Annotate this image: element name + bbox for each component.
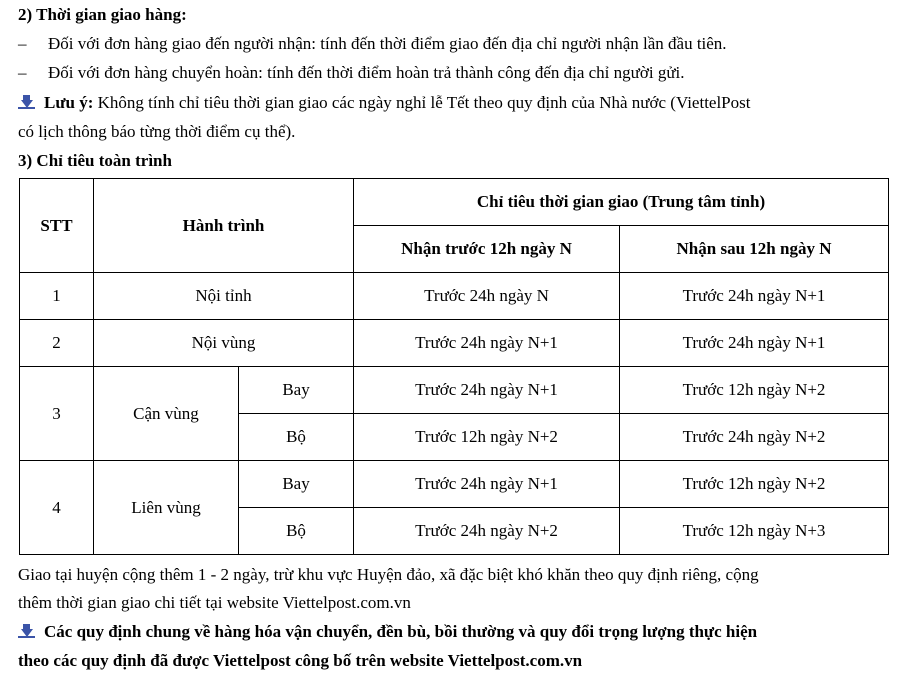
dash-bullet: – [18,63,27,82]
table-header-row [20,179,889,226]
general-rules-text-continued: theo các quy định đã được Viettelpost công bố trên website Viettelpost.com.vn [18,651,583,670]
general-rules-text: Các quy định chung về hàng hóa vận chuyển, đền bù, bồi thường và quy đổi trọng lượng thực hiện [44,622,758,641]
cell-before: Trước 24h ngày N+2 [354,508,620,555]
cell-after: Trước 24h ngày N+1 [620,273,889,320]
dash-bullet: – [18,34,27,53]
cell-mode: Bộ [239,414,354,461]
header-group: Chỉ tiêu thời gian giao (Trung tâm tỉnh) [354,179,889,226]
list-item [18,62,685,84]
cell-before: Trước 12h ngày N+2 [354,414,620,461]
arrow-bullet-icon [18,623,36,639]
cell-route: Nội vùng [94,320,354,367]
list-item [18,33,727,55]
cell-before: Trước 24h ngày N [354,273,620,320]
cell-mode: Bay [239,367,354,414]
general-rules-paragraph [18,621,757,643]
header-before-noon: Nhận trước 12h ngày N [354,226,620,273]
cell-route: Liên vùng [94,461,239,555]
note-text-continued: có lịch thông báo từng thời điểm cụ thể). [18,122,296,141]
cell-mode: Bay [239,461,354,508]
table-row [20,320,889,367]
cell-route: Cận vùng [94,367,239,461]
section-2-heading: 2) Thời gian giao hàng: [18,5,187,24]
header-route: Hành trình [94,179,354,273]
cell-after: Trước 12h ngày N+2 [620,461,889,508]
table-row [20,461,889,508]
note-paragraph [18,92,750,114]
cell-after: Trước 12h ngày N+3 [620,508,889,555]
header-stt: STT [20,179,94,273]
note-label: Lưu ý: [44,93,94,112]
cell-after: Trước 12h ngày N+2 [620,367,889,414]
footer-text: thêm thời gian giao chi tiết tại website Viettelpost.com.vn [18,593,411,612]
cell-stt: 3 [20,367,94,461]
cell-mode: Bộ [239,508,354,555]
cell-stt: 4 [20,461,94,555]
arrow-bullet-icon [18,94,36,110]
cell-stt: 1 [20,273,94,320]
note-text: Không tính chỉ tiêu thời gian giao các ngày nghỉ lễ Tết theo quy định của Nhà nước (ViettelPost [93,93,751,112]
header-after-noon: Nhận sau 12h ngày N [620,226,889,273]
cell-route: Nội tỉnh [94,273,354,320]
table-row [20,367,889,414]
section-3-heading: 3) Chỉ tiêu toàn trình [18,151,172,170]
cell-after: Trước 24h ngày N+2 [620,414,889,461]
list-item-text: Đối với đơn hàng chuyển hoàn: tính đến thời điểm hoàn trả thành công đến địa chỉ người gửi. [48,63,685,82]
footer-text: Giao tại huyện cộng thêm 1 - 2 ngày, trừ khu vực Huyện đảo, xã đặc biệt khó khăn theo quy định riêng, cộng [18,565,759,584]
delivery-time-table [19,178,889,555]
table-row [20,273,889,320]
list-item-text: Đối với đơn hàng giao đến người nhận: tính đến thời điểm giao đến địa chỉ người nhận lần đầu tiên. [48,34,727,53]
cell-before: Trước 24h ngày N+1 [354,320,620,367]
cell-before: Trước 24h ngày N+1 [354,461,620,508]
cell-before: Trước 24h ngày N+1 [354,367,620,414]
cell-stt: 2 [20,320,94,367]
cell-after: Trước 24h ngày N+1 [620,320,889,367]
